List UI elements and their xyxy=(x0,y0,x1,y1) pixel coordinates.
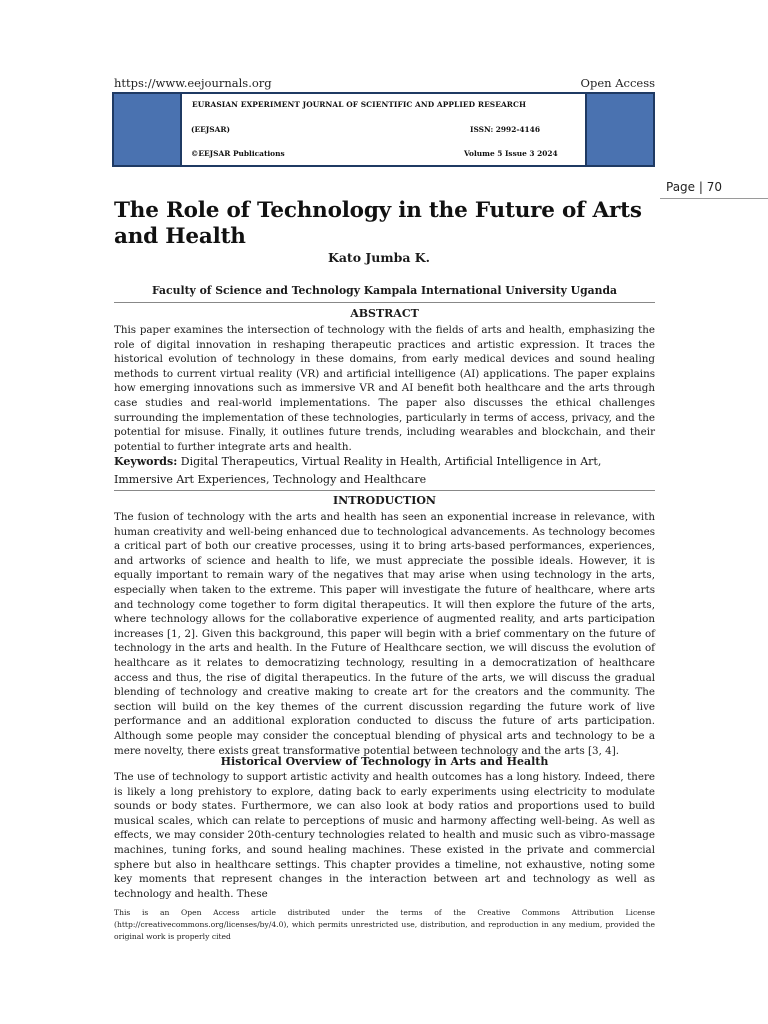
introduction-text: The fusion of technology with the arts and health has seen an exponential increase in relevance, with human creativity and well-being enhanced due to technological advancements. As technology becomes a critical part of both our creative processes, using it to bring arts-based performances, experiences, and artworks of science and health to life, we must appreciate the possible ideals. However, it is equally important to remain wary of the negatives that may arise when using technology in the arts, especially when taken to the extreme. This paper will investigate the future of healthcare, where arts and technology come together to form digital therapeutics. It will then explore the future of the arts, where technology allows for the collaborative experience of augmented reality, and arts participation increases [1, 2]. Given this background, this paper will begin with a brief commentary on the future of technology in the arts and health. In the Future of Healthcare section, we will discuss the evolution of healthcare as it relates to democratizing technology, resulting in a democratization of healthcare access and thus, the rise of digital therapeutics. In the future of the arts, we will discuss the gradual blending of technology and creative making to create art for the creators and the community. The section will build on the key themes of the current discussion regarding the future work of live performance and an additional exploration conducted to discuss the future of arts participation. Although some people may consider the conceptual blending of physical arts and technology to be a mere novelty, there exists great transformative potential between technology and the arts [3, 4]. xyxy=(114,511,655,757)
abstract-text: This paper examines the intersection of technology with the fields of arts and health, emphasizing the role of digital innovation in reshaping therapeutic practices and artistic expression. It traces the historical evolution of technology in these domains, from early medical devices and sound healing methods to current virtual reality (VR) and artificial intelligence (AI) applications. The paper explains how emerging innovations such as immersive VR and AI benefit both healthcare and the arts through case studies and real-world implementations. The paper also discusses the ethical challenges surrounding the implementation of these technologies, particularly in terms of access, privacy, and the potential for misuse. Finally, it outlines future trends, including wearables and blockchain, and their potential to further integrate arts and health. xyxy=(114,324,655,453)
author-affiliation: Faculty of Science and Technology Kampala International University Uganda xyxy=(151,284,618,297)
paper-title: The Role of Technology in the Future of Arts and Health xyxy=(114,198,642,249)
keywords xyxy=(114,453,655,489)
journal-url[interactable]: https://www.eejournals.org xyxy=(114,76,272,90)
author-name-text: Kato Jumba K. xyxy=(327,250,431,265)
history-heading: Historical Overview of Technology in Arts and Health xyxy=(220,755,549,768)
abstract-heading: ABSTRACT xyxy=(350,307,419,320)
introduction-heading: INTRODUCTION xyxy=(333,494,436,507)
journal-volume: Volume 5 Issue 3 2024 xyxy=(464,149,558,158)
page-number: Page | 70 xyxy=(666,180,722,194)
keywords-label: Keywords: xyxy=(114,455,178,468)
journal-name: EURASIAN EXPERIMENT JOURNAL OF SCIENTIFIC AND APPLIED RESEARCH xyxy=(192,100,527,109)
license-footer: This is an Open Access article distributed under the terms of the Creative Commons Attribution License (http://creativecommons.org/licenses/by/4.0), which permits unrestricted use, distribution, and reproduction in any medium, provided the original work is properly cited xyxy=(114,908,655,941)
journal-abbreviation: (EEJSAR) xyxy=(191,125,230,134)
page-number-rule xyxy=(660,198,768,199)
banner-info xyxy=(182,94,585,165)
journal-banner xyxy=(112,92,655,167)
divider xyxy=(114,302,655,303)
history-text: The use of technology to support artistic activity and health outcomes has a long history. Indeed, there is likely a long prehistory to explore, dating back to early experiments using electricity to modulate sounds or body states. Furthermore, we can also look at body ratios and proportions used to build musical scales, which can relate to perceptions of music and harmony affecting well-being. As well as effects, we may consider 20th-century technologies related to health and music such as vibro-massage machines, tuning forks, and sound healing machines. These existed in the private and commercial sphere but also in healthcare settings. This chapter provides a timeline, not exhaustive, noting some key moments that represent changes in the interaction between art and technology as well as technology and health. These xyxy=(114,771,655,900)
journal-issn: ISSN: 2992-4146 xyxy=(470,125,540,134)
journal-publisher: ©EEJSAR Publications xyxy=(191,149,285,158)
keywords-list: Digital Therapeutics, Virtual Reality in Health, Artificial Intelligence in Art, Immersive Art Experiences, Technology and Healthcare xyxy=(114,455,602,486)
banner-left-block xyxy=(114,94,182,165)
author-name xyxy=(0,250,768,265)
divider xyxy=(114,490,655,491)
open-access-label: Open Access xyxy=(580,76,655,90)
banner-right-block xyxy=(585,94,653,165)
